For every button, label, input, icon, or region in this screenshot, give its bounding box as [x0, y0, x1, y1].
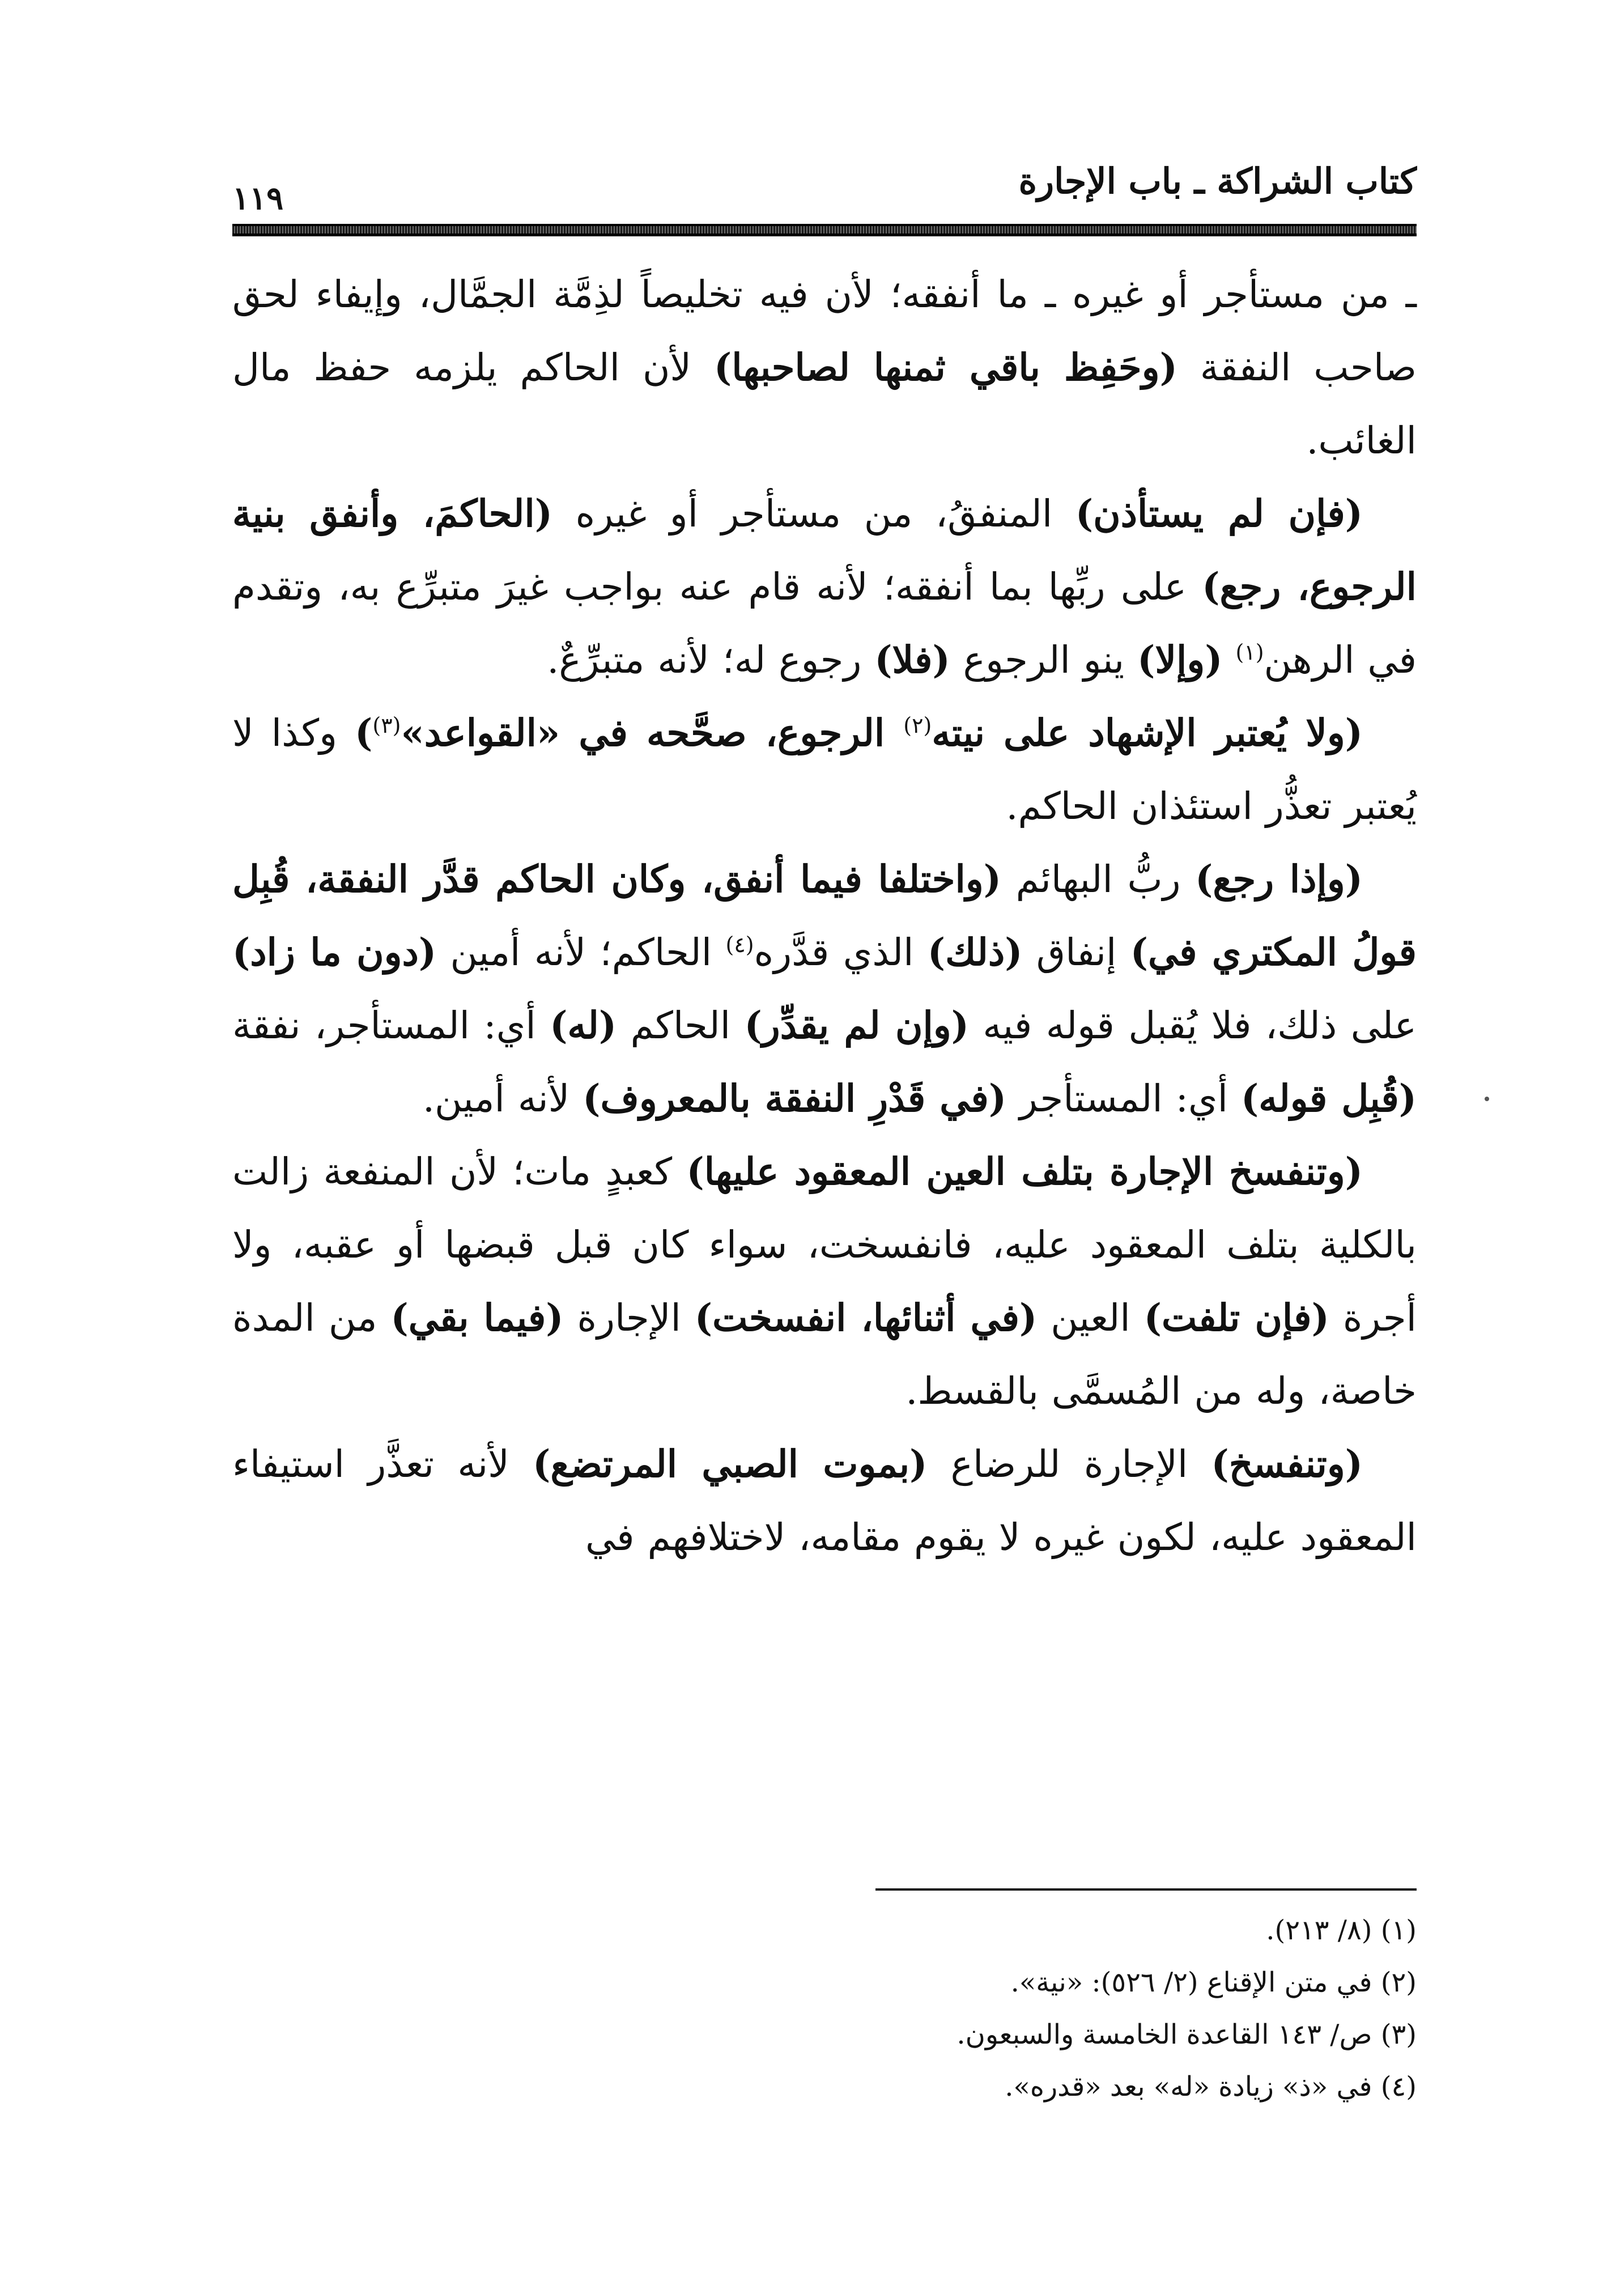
commentary-text: الإجارة للرضاع [927, 1442, 1211, 1486]
commentary-text: أي: المستأجر، نفقة [232, 1004, 550, 1047]
commentary-text: الذي قدَّره [754, 931, 928, 974]
paragraph [232, 1428, 1417, 1574]
commentary-text: لأنه أمين. [423, 1077, 583, 1120]
footnote-marker: (٤) [725, 932, 754, 957]
commentary-text: لأنه تعذَّر استيفاء المعقود عليه، لكون غيره لا يقوم مقامه، لاختلافهم في [232, 1442, 1417, 1559]
matn-text: (الحاكمَ، وأنفق بنية الرجوع، رجع) [232, 491, 1417, 609]
matn-text: (ذلك) [927, 930, 1023, 974]
matn-text: (وإن لم يقدِّر) [744, 1003, 969, 1047]
footnote-marker: (١) [1235, 640, 1264, 665]
paragraph [232, 258, 1417, 477]
footnote-4: (٤) في «ذ» زيادة «له» بعد «قدره». [1005, 2071, 1417, 2103]
main-text [232, 258, 1417, 1574]
matn-text: (واختلفا فيما أنفق، وكان الحاكم قدَّر النفقة، قُبِل قولُ المكتري في) [232, 857, 1417, 974]
matn-text: الرجوع، صحَّحه في «القواعد» [401, 711, 904, 755]
footnote-divider [875, 1888, 1417, 1891]
footnote-1: (١) (٨/ ٢١٣). [1266, 1914, 1417, 1946]
matn-text: (في أثنائها، انفسخت) [694, 1296, 1038, 1340]
matn-text: (فإن تلفت) [1143, 1296, 1329, 1340]
paragraph [232, 697, 1417, 843]
paragraph [232, 477, 1417, 697]
matn-text: (ولا يُعتبر الإشهاد على نيته [932, 711, 1363, 755]
commentary-text: على ربِّها بما أنفقه؛ لأنه قام عنه بواجب غيرَ متبرِّع به، وتقدم في الرهن [232, 565, 1417, 682]
commentary-text: إنفاق [1022, 931, 1130, 974]
matn-text: (قُبِل قوله) [1240, 1076, 1417, 1120]
commentary-text [1222, 638, 1235, 682]
commentary-text: الحاكم [617, 1004, 745, 1047]
scan-speck [1485, 1097, 1489, 1101]
matn-text: (بموت الصبي المرتضع) [533, 1442, 928, 1486]
footnote-marker: (٣) [372, 713, 401, 738]
matn-text: (وتنفسخ الإجارة بتلف العين المعقود عليها) [686, 1149, 1363, 1194]
matn-text: (وحَفِظ باقي ثمنها لصاحبها) [714, 345, 1177, 389]
footnote-2: (٢) في متن الإقناع (٢/ ٥٢٦): «نية». [1010, 1967, 1417, 1998]
matn-text: (في قَدْرِ النفقة بالمعروف) [583, 1076, 1007, 1120]
matn-text: (فيما بقي) [390, 1296, 564, 1340]
matn-text: (له) [550, 1003, 617, 1047]
commentary-text: رجوع له؛ لأنه متبرِّعٌ. [547, 638, 875, 682]
running-header [232, 153, 1417, 215]
commentary-text: على ذلك، فلا يُقبل قوله فيه [968, 1004, 1417, 1047]
footnote-3: (٣) ص/ ١٤٣ القاعدة الخامسة والسبعون. [956, 2019, 1417, 2050]
commentary-text: لأن الحاكم يلزمه حفظ مال الغائب. [232, 346, 1417, 462]
commentary-text: المنفقُ، من مستأجر أو غيره [552, 492, 1075, 536]
commentary-text: وكذا لا يُعتبر تعذُّر استئذان الحاكم. [232, 711, 1417, 828]
matn-text: (وتنفسخ) [1211, 1442, 1363, 1486]
commentary-text: الإجارة [563, 1296, 695, 1340]
matn-text: (فلا) [874, 638, 950, 682]
header-divider [232, 224, 1417, 236]
matn-text: (دون ما زاد) [232, 930, 437, 974]
commentary-text: الحاكم؛ لأنه أمين [436, 931, 726, 974]
commentary-text: ربُّ البهائم [1001, 857, 1196, 901]
matn-text: (وإلا) [1137, 638, 1223, 682]
commentary-text: كعبدٍ مات؛ لأن المنفعة زالت بالكلية بتلف المعقود عليه، فانفسخت، سواء كان قبل قبضها أو عقبه، ولا أجرة [232, 1150, 1417, 1340]
commentary-text: من المدة خاصة، وله من المُسمَّى بالقسط. [232, 1296, 1417, 1413]
chapter-title: كتاب الشراكة ـ باب الإجارة [1018, 160, 1417, 202]
page-number: ١١٩ [232, 180, 284, 217]
commentary-text: ينو الرجوع [950, 638, 1138, 682]
paragraph [232, 1135, 1417, 1428]
commentary-text: ـ من مستأجر أو غيره ـ ما أنفقه؛ لأن فيه تخليصاً لذِمَّة الجمَّال، وإيفاء لحق صاحب النفقة [232, 273, 1417, 389]
footnote-marker: (٢) [903, 713, 932, 738]
matn-text: (وإذا رجع) [1195, 857, 1363, 901]
footnotes [510, 1904, 1417, 2113]
matn-text: (فإن لم يستأذن) [1075, 491, 1363, 536]
matn-text: ) [355, 711, 373, 755]
commentary-text: العين [1037, 1296, 1144, 1340]
commentary-text: أي: المستأجر [1006, 1077, 1241, 1120]
paragraph [232, 843, 1417, 1135]
